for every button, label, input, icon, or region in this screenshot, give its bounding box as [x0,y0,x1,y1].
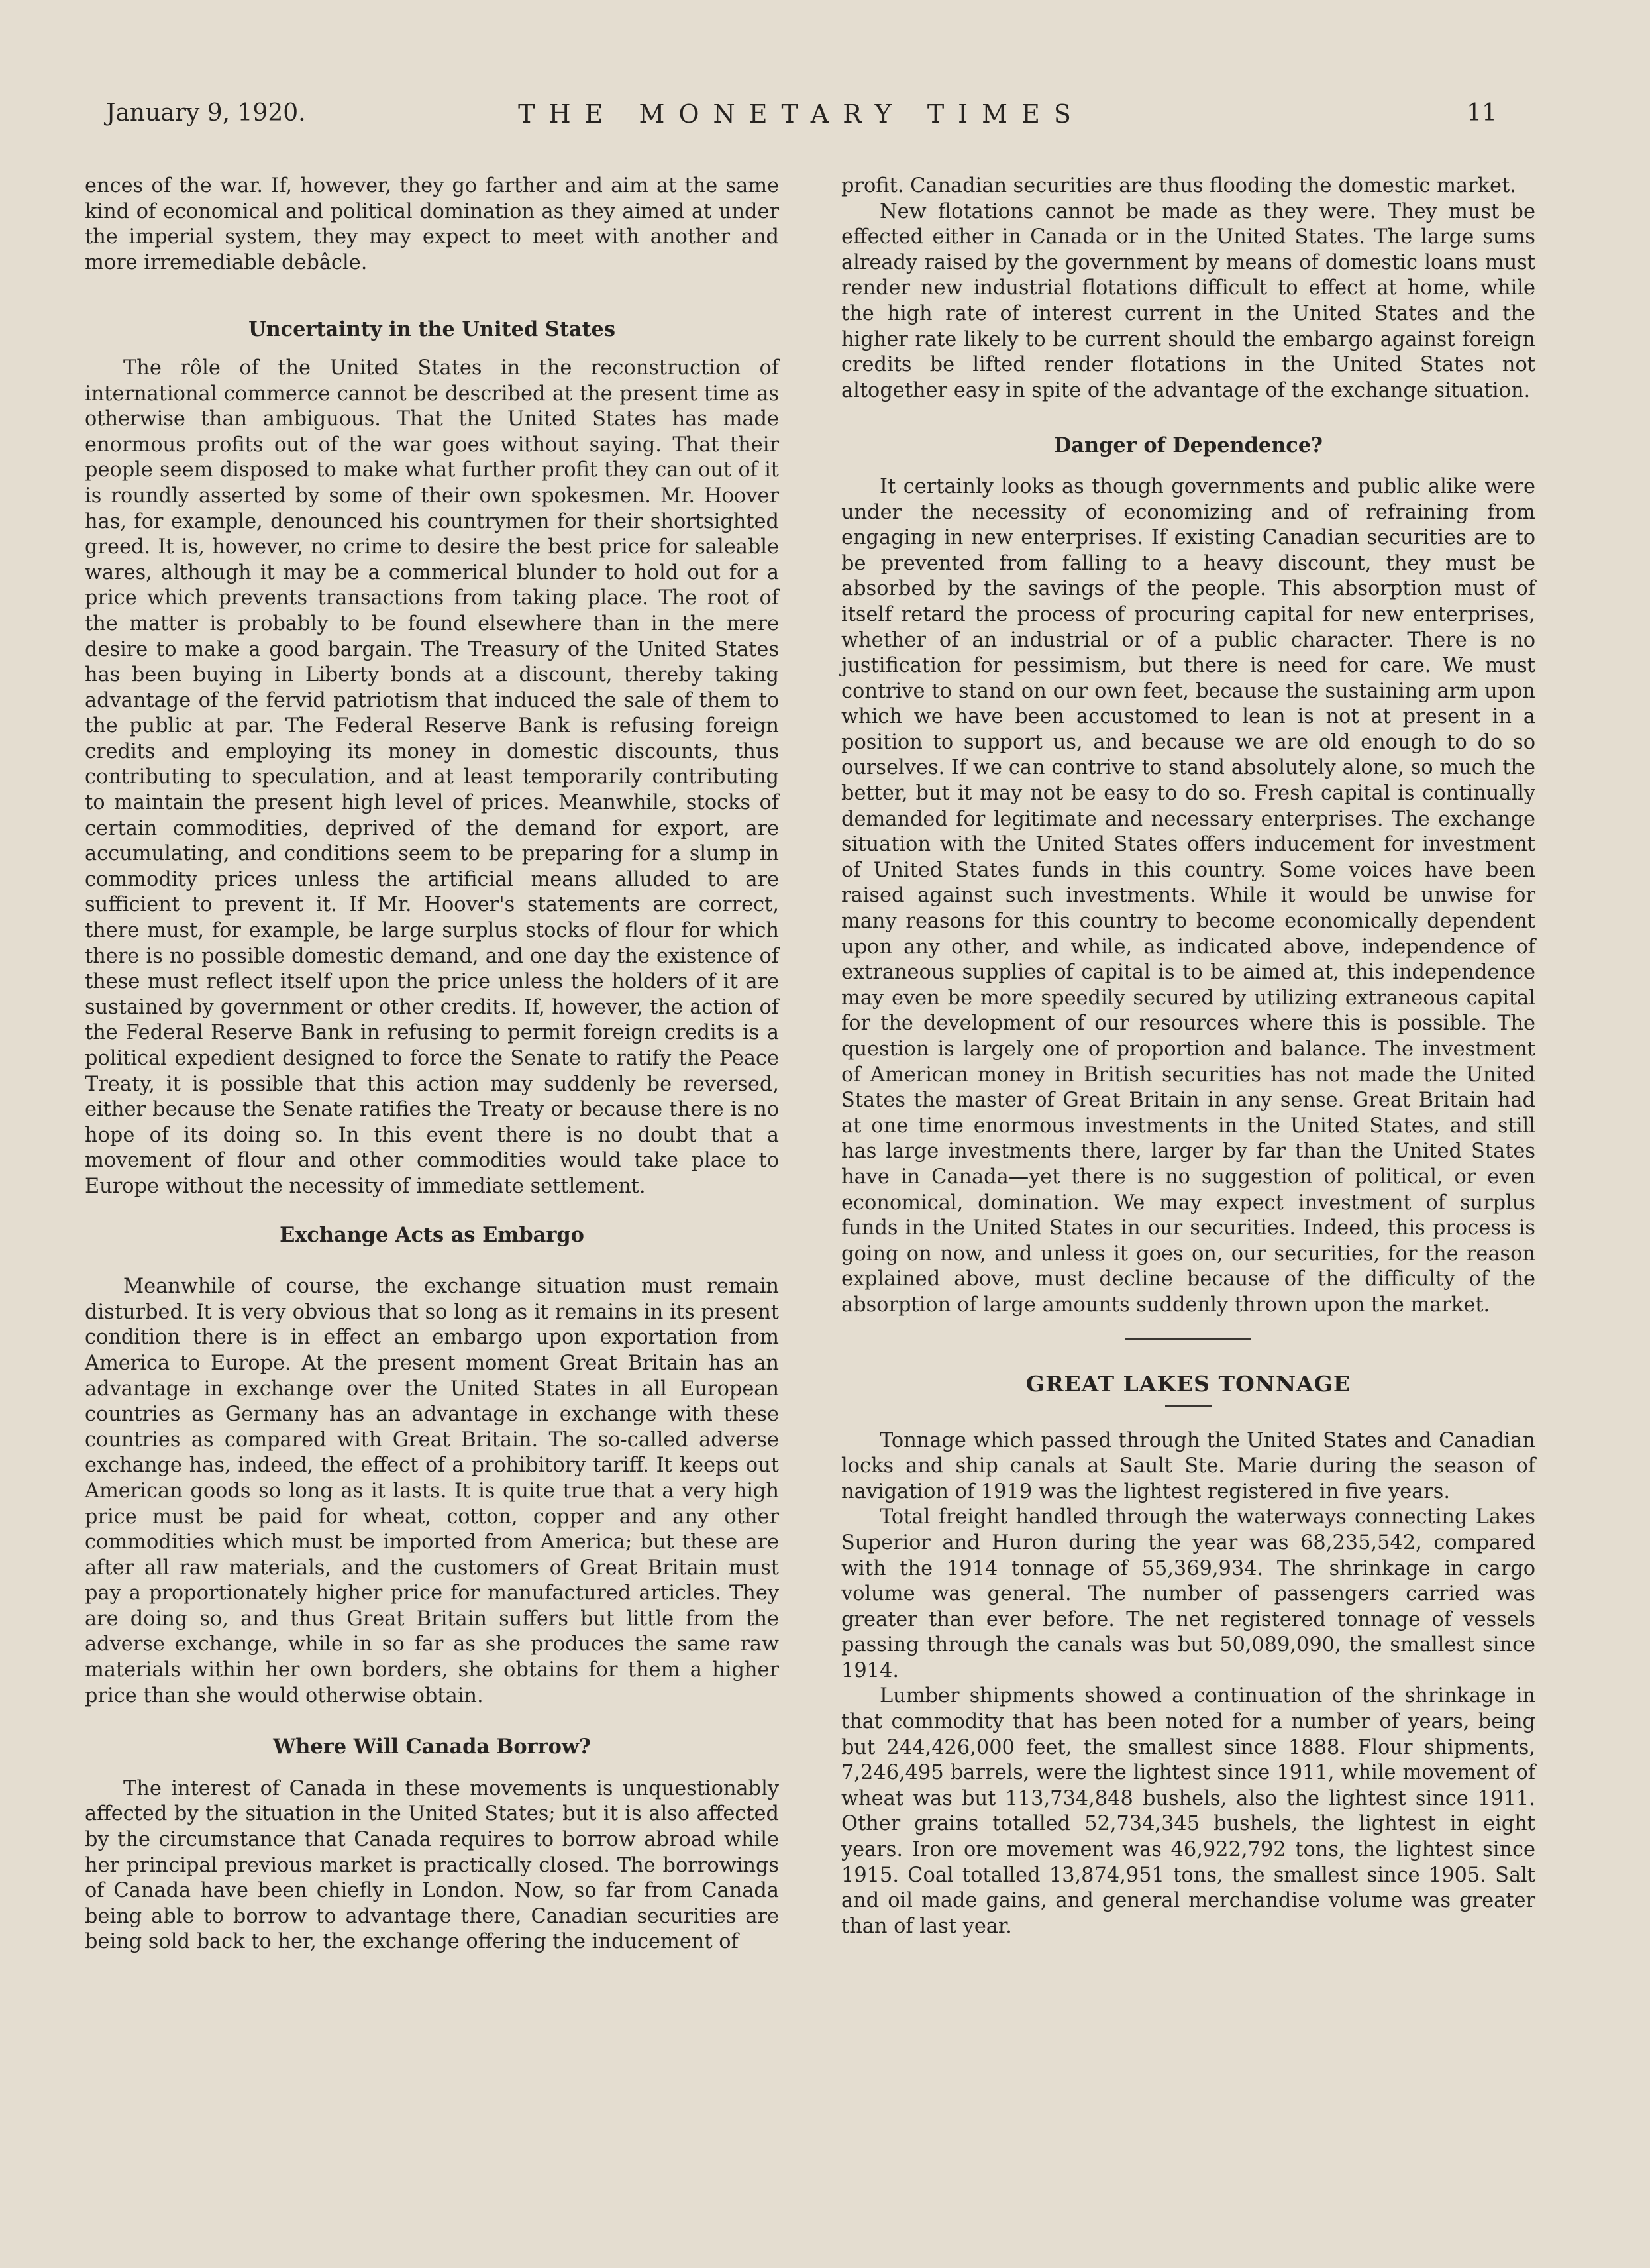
section-heading-uncertainty: Uncertainty in the United States [248,317,615,342]
left-column [85,174,779,1955]
article-divider [1125,1338,1251,1340]
issue-date: January 9, 1920. [106,99,306,127]
continued-paragraph: profit. Canadian securities are thus flooding the domestic market. [841,174,1516,197]
publication-title: THE MONETARY TIMES [518,99,1085,129]
title-underline [1165,1405,1212,1407]
article-paragraph: Total freight handled through the waterways connecting Lakes Superior and Huron during the year was 68,235,542, compared with the 1914 tonnage of 55,369,934. The shrinkage in cargo volume was general. The number of passengers carried was greater than ever before. The net registered tonnage of vessels passing through the canals was but 50,089,090, the smallest since 1914. [841,1505,1535,1682]
page-number: 11 [1467,99,1497,127]
page-header [106,99,1497,139]
body-paragraph: New flotations cannot be made as they were. They must be effected either in Canada or in the United States. The large sums already raised by the government by means of domestic loans must render new industrial flotations difficult to effect at home, while the high rate of interest current in the United States and the higher rate likely to be current should the embargo against foreign credits be lifted render flotations in the United States not altogether easy in spite of the advantage of the exchange situation. [841,199,1535,402]
section-heading-canada-borrow: Where Will Canada Borrow? [273,1735,591,1759]
article-title: GREAT LAKES TONNAGE [1025,1370,1351,1397]
body-paragraph: The interest of Canada in these movements is unquestionably affected by the situation in the United States; but it is also affected by the circumstance that Canada requires to borrow abroad while her principal previous market is practically closed. The borrowings of Canada have been chiefly in London. Now, so far from Canada being able to borrow to advantage there, Canadian securities are being sold back to her, the exchange offering the inducement of [85,1776,779,1954]
section-heading-exchange: Exchange Acts as Embargo [280,1222,584,1247]
continued-paragraph: ences of the war. If, however, they go farther and aim at the same kind of economical and political domination as they aimed at under the imperial system, they may expect to meet with another and more irremediable debâcle. [85,174,779,274]
article-paragraph: Tonnage which passed through the United States and Canadian locks and ship canals at Sault Ste. Marie during the season of navigation of 1919 was the lightest registered in five years. [841,1429,1535,1503]
body-paragraph: It certainly looks as though governments and public alike were under the necessity of economizing and of refraining from engaging in new enterprises. If existing Canadian securities are to be prevented from falling to a heavy discount, they must be absorbed by the savings of the people. This absorption must of itself retard the process of procuring capital for new enterprises, whether of an industrial or of a public character. There is no justification for pessimism, but there is need for care. We must contrive to stand on our own feet, because the sustaining arm upon which we have been accustomed to lean is not at present in a position to support us, and because we are old enough to do so ourselves. If we can contrive to stand absolutely alone, so much the better, but it may not be easy to do so. Fresh capital is continually demanded for legitimate and necessary enterprises. The exchange situation with the United States offers inducement for investment of United States funds in this country. Some voices have been raised against such investments. While it would be unwise for many reasons for this country to become economically dependent upon any other, and while, as indicated above, independence of extraneous supplies of capital is to be aimed at, this independence may even be more speedily secured by utilizing extraneous capital for the development of our resources where this is possible. The question is largely one of proportion and balance. The investment of American money in British securities has not made the United States the master of Great Britain in any sense. Great Britain had at one time enormous investments in the United States, and still has large investments there, larger by far than the United States have in Canada—yet there is no suggestion of political, or even economical, domination. We may expect investment of surplus funds in the United States in our securities. Indeed, this process is going on now, and unless it goes on, our securities, for the reason explained above, must decline because of the difficulty of the absorption of large amounts suddenly thrown upon the market. [841,474,1535,1317]
right-column [841,174,1535,1939]
section-heading-dependence: Danger of Dependence? [1054,433,1323,458]
body-paragraph: Meanwhile of course, the exchange situation must remain disturbed. It is very obvious that so long as it remains in its present condition there is in effect an embargo upon exportation from America to Europe. At the present moment Great Britain has an advantage in exchange over the United States in all European countries as Germany has an advantage in exchange with these countries as compared with Great Britain. The so-called adverse exchange has, indeed, the effect of a prohibitory tariff. It keeps out American goods so long as it lasts. It is quite true that a very high price must be paid for wheat, cotton, copper and any other commodities which must be imported from America; but these are after all raw materials, and the customers of Great Britain must pay a proportionately higher price for manufactured articles. They are doing so, and thus Great Britain suffers but little from the adverse exchange, while in so far as she produces the same raw materials within her own borders, she obtains for them a higher price than she would otherwise obtain. [85,1275,779,1707]
article-paragraph: Lumber shipments showed a continuation of the shrinkage in that commodity that has been noted for a number of years, being but 244,426,000 feet, the smallest since 1888. Flour shipments, 7,246,495 barrels, were the lightest since 1911, while movement of wheat was but 113,734,848 bushels, also the lightest since 1911. Other grains totalled 52,734,345 bushels, the lightest in eight years. Iron ore movement was 46,922,792 tons, the lightest since 1915. Coal totalled 13,874,951 tons, the smallest since 1905. Salt and oil made gains, and general merchandise volume was greater than of last year. [841,1684,1535,1938]
body-paragraph: The rôle of the United States in the reconstruction of international commerce cannot be described at the present time as otherwise than ambiguous. That the United States has made enormous profits out of the war goes without saying. That their people seem disposed to make what further profit they can out of it is roundly asserted by some of their own spokesmen. Mr. Hoover has, for example, denounced his countrymen for their shortsighted greed. It is, however, no crime to desire the best price for saleable wares, although it may be a commerical blunder to hold out for a price which prevents transactions from taking place. The root of the matter is probably to be found elsewhere than in the mere desire to make a good bargain. The Treasury of the United States has been buying in Liberty bonds at a discount, thereby taking advantage of the fervid patriotism that induced the sale of them to the public at par. The Federal Reserve Bank is refusing foreign credits and employing its money in domestic discounts, thus contributing to speculation, and at least temporarily contributing to maintain the present high level of prices. Meanwhile, stocks of certain commodities, deprived of the demand for export, are accumulating, and conditions seem to be preparing for a slump in commodity prices unless the artificial means alluded to are sufficient to prevent it. If Mr. Hoover's statements are correct, there must, for example, be large surplus stocks of flour for which there is no possible domestic demand, and one day the existence of these must reflect itself upon the price unless the holders of it are sustained by government or other credits. If, however, the action of the Federal Reserve Bank in refusing to permit foreign credits is a political expedient designed to force the Senate to ratify the Peace Treaty, it is possible that this action may suddenly be reversed, either because the Senate ratifies the Treaty or because there is no hope of its doing so. In this event there is no doubt that a movement of flour and other commodities would take place to Europe without the necessity of immediate settlement. [85,356,779,1198]
